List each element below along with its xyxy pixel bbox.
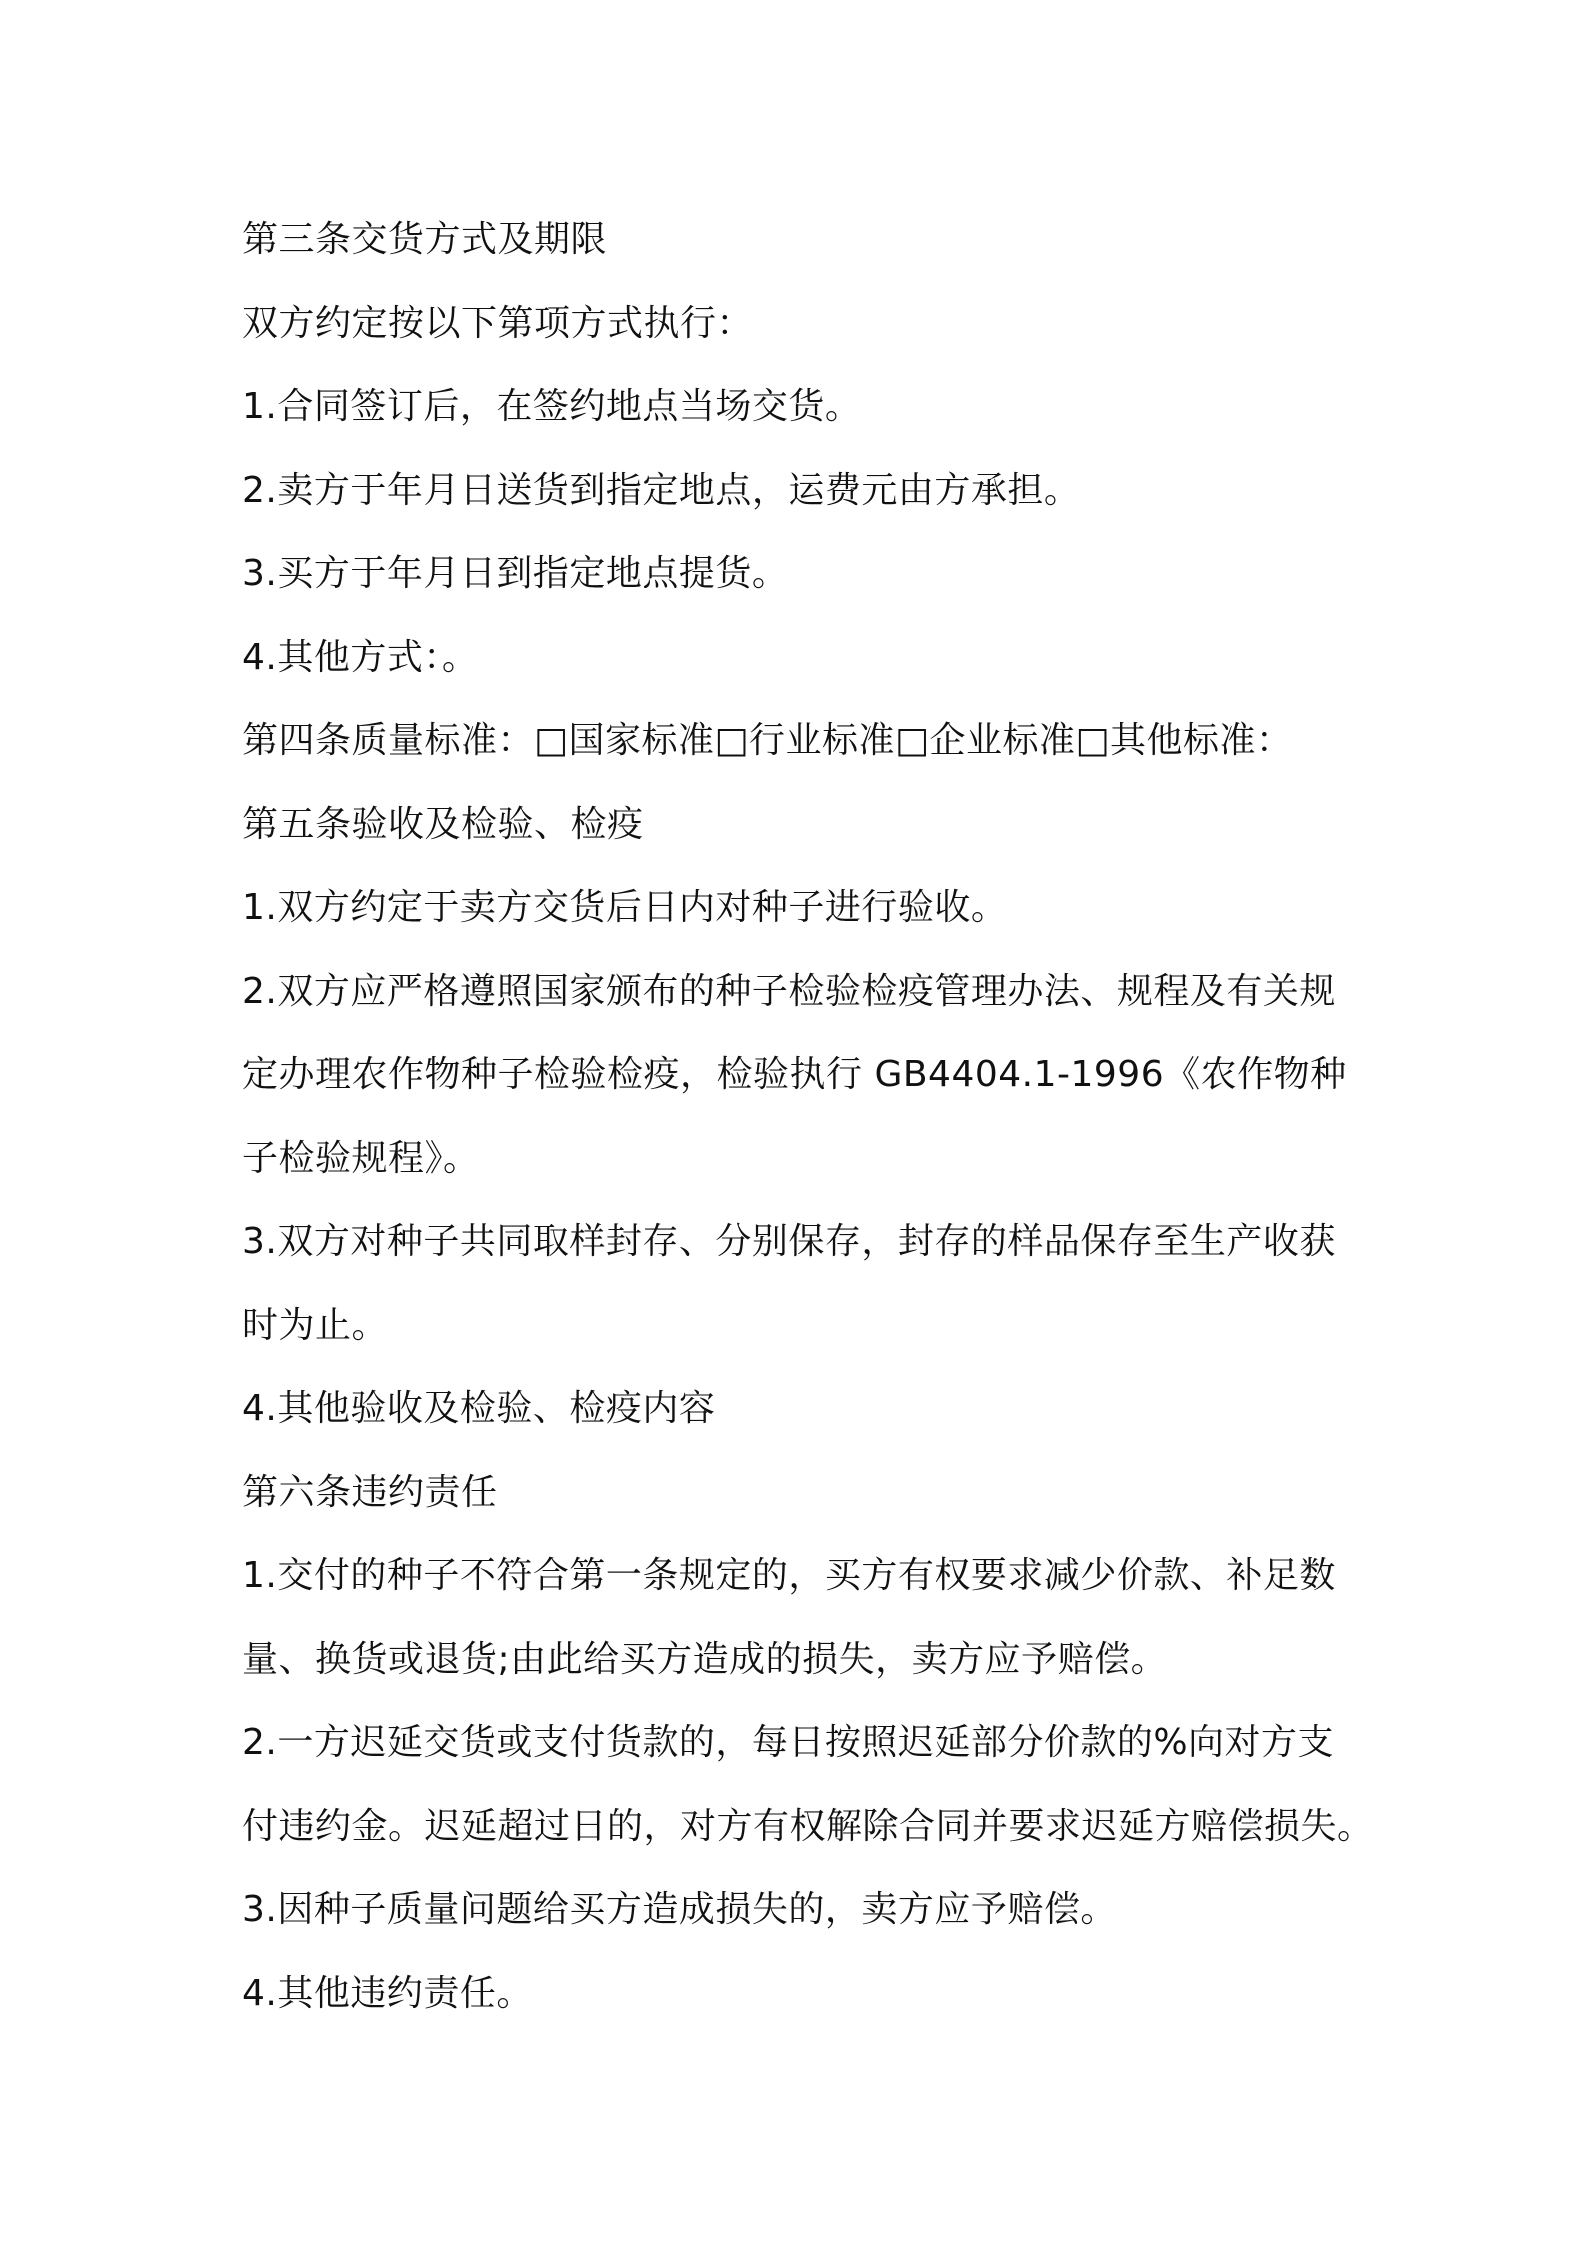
paragraph-line: 3.双方对种子共同取样封存、分别保存，封存的样品保存至生产收获 bbox=[242, 1221, 1336, 1262]
paragraph-line: 子检验规程》。 bbox=[242, 1137, 480, 1179]
paragraph-line: 1.双方约定于卖方交货后日内对种子进行验收。 bbox=[242, 887, 1008, 928]
paragraph-line: 2.双方应严格遵照国家颁布的种子检验检疫管理办法、规程及有关规 bbox=[242, 970, 1336, 1012]
section-heading-article-5: 第五条验收及检验、检疫 bbox=[242, 803, 644, 845]
document-body bbox=[242, 198, 1374, 2035]
paragraph-line: 3.因种子质量问题给买方造成损失的，卖方应予赔偿。 bbox=[242, 1889, 1117, 1930]
paragraph-line: 2.一方迟延交货或支付货款的，每日按照迟延部分价款的%向对方支 bbox=[242, 1722, 1335, 1763]
section-heading-article-6: 第六条违约责任 bbox=[242, 1471, 498, 1513]
paragraph-line: 3.买方于年月日到指定地点提货。 bbox=[242, 553, 789, 594]
paragraph-line: 付违约金。迟延超过日的，对方有权解除合同并要求迟延方赔偿损失。 bbox=[242, 1805, 1374, 1847]
paragraph-line: 4.其他违约责任。 bbox=[242, 1972, 533, 2014]
paragraph-line: 1.交付的种子不符合第一条规定的，买方有权要求减少价款、补足数 bbox=[242, 1555, 1336, 1596]
paragraph-line: 双方约定按以下第项方式执行： bbox=[242, 302, 754, 344]
paragraph-line: 4.其他验收及检验、检疫内容 bbox=[242, 1388, 716, 1429]
paragraph-line: 2.卖方于年月日送货到指定地点，运费元由方承担。 bbox=[242, 469, 1081, 511]
paragraph-line: 量、换货或退货;由此给买方造成的损失，卖方应予赔偿。 bbox=[242, 1638, 1168, 1680]
paragraph-line: 1.合同签订后，在签约地点当场交货。 bbox=[242, 386, 862, 427]
section-heading-article-3: 第三条交货方式及期限 bbox=[242, 219, 608, 260]
paragraph-line: 时为止。 bbox=[242, 1304, 389, 1346]
paragraph-line: 定办理农作物种子检验检疫，检验执行 GB4404.1-1996《农作物种 bbox=[242, 1054, 1347, 1095]
section-heading-article-4: 第四条质量标准：□国家标准□行业标准□企业标准□其他标准： bbox=[242, 720, 1293, 761]
paragraph-line: 4.其他方式：。 bbox=[242, 636, 479, 678]
